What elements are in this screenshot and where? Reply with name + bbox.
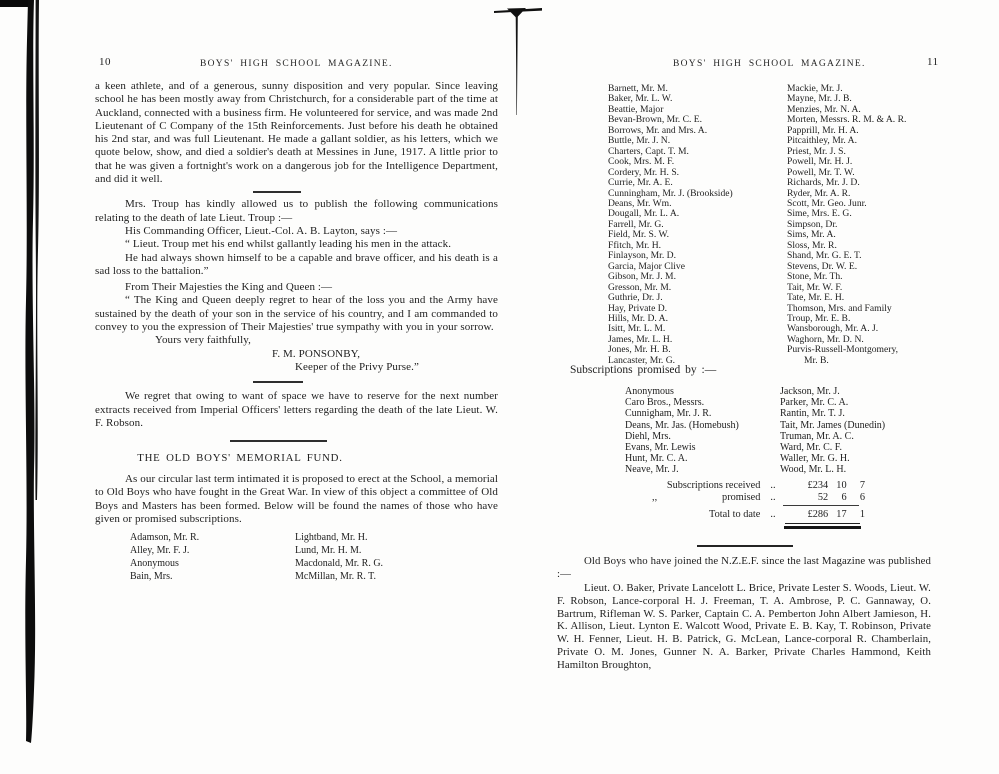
subscriber-name: Wansborough, Mr. A. J.: [787, 323, 879, 335]
scan-fold-mark: [492, 2, 544, 122]
total-rule-below-thick: [784, 526, 861, 529]
subscriptions-promised-heading: Subscriptions promised by :—: [570, 364, 717, 376]
subscriber-name: Ward, Mr. C. F.: [780, 442, 843, 454]
subscriber-name: Buttle, Mr. J. N.: [608, 135, 671, 147]
subscriber-name: Neave, Mr. J.: [625, 464, 679, 476]
total-shillings: 17: [836, 509, 847, 520]
promised-label: [555, 492, 760, 504]
subscriber-name: Caro Bros., Messrs.: [625, 397, 705, 409]
subscriber-name: Evans, Mr. Lewis: [625, 442, 696, 454]
names-column-right: [787, 84, 969, 366]
ditto-mark: ,,: [652, 492, 658, 503]
left-page-body: [95, 80, 498, 583]
subscriber-name: Alley, Mr. F. J.: [130, 545, 190, 557]
total-pounds: £286: [807, 509, 829, 520]
section-divider: [253, 191, 301, 193]
subscriber-name: Hills, Mr. D. A.: [608, 312, 668, 324]
subscriber-name: Rantin, Mr. T. J.: [780, 408, 845, 420]
subscriber-name: Waller, Mr. G. H.: [780, 453, 850, 465]
subscriber-name: Shand, Mr. G. E. T.: [787, 250, 862, 262]
subscriber-name: Richards, Mr. J. D.: [787, 177, 860, 189]
subscriber-name: Thomson, Mrs. and Family: [787, 302, 892, 314]
subscriber-name: Baker, Mr. L. W.: [608, 93, 673, 105]
leader-dots: ..: [770, 480, 776, 491]
received-shillings: 10: [836, 480, 847, 491]
subscriber-name: Field, Mr. S. W.: [608, 229, 670, 241]
subscriber-name: Cook, Mrs. M. F.: [608, 156, 675, 168]
subscriber-name: Waghorn, Mr. D. N.: [787, 333, 864, 345]
subscriber-name: Borrows, Mr. and Mrs. A.: [608, 124, 708, 136]
subscriber-name: Hay, Private D.: [608, 302, 668, 314]
subscriber-name: Isitt, Mr. L. M.: [608, 323, 666, 335]
subscriber-name: Sloss, Mr. R.: [787, 239, 837, 251]
subscriber-name: Beattie, Major: [608, 103, 664, 115]
section-divider: [230, 440, 327, 442]
promised-pence: 6: [859, 492, 865, 503]
subscriber-name: Ryder, Mr. A. R.: [787, 187, 851, 199]
subscriber-name: Barnett, Mr. M.: [608, 83, 668, 94]
subscriber-name: McMillan, Mr. R. T.: [295, 571, 377, 583]
subscriber-name: Anonymous: [130, 558, 179, 570]
subscriber-name: Macdonald, Mr. R. G.: [295, 558, 384, 570]
subscriber-name: Cunnigham, Mr. J. R.: [625, 408, 712, 420]
subscriber-name: Finlayson, Mr. D.: [608, 250, 676, 262]
subscriber-name: Papprill, Mr. H. A.: [787, 124, 859, 136]
subscriber-name: Charters, Capt. T. M.: [608, 145, 689, 157]
subscriber-name: Currie, Mr. A. E.: [608, 177, 673, 189]
majesties-message: “ The King and Queen deeply regret to hear of the loss you and the Army have sustained by the death of your son in the service of his country, and I am commanded to convey to you the expression of Their Majesties' true sympathy with you in your sorrow.: [95, 294, 498, 334]
subscriber-name: Lund, Mr. H. M.: [295, 545, 362, 557]
subscriber-name: Lancaster, Mr. G.: [608, 354, 676, 366]
obituary-paragraph: a keen athlete, and of a generous, sunny disposition and very popular. Since leaving school he has been mostly away from Christchurch, for a considerable part of the time at Auckland, connected with a business firm. He volunteered for service, and was made 2nd Lieutenant of C Company of the 15th Reinforcements. Just before his death he obtained his 2nd star, and was full Lieutenant. He made a gallant soldier, as his letters, which we quote below, show, and died a soldier's death at Messines in June, 1917. A little prior to that he was given a fortnight's work on a dangerous job for the Intelligence Department, and did it well.: [95, 80, 498, 186]
subscriber-name: Deans, Mr. Jas. (Homebush): [625, 419, 739, 431]
troup-intro-paragraph: Mrs. Troup has kindly allowed us to publish the following communications relating to the death of late Lieut. Troup :—: [95, 198, 498, 224]
total-rule-above: [783, 505, 859, 506]
subscriber-name: Guthrie, Dr. J.: [608, 292, 663, 304]
subscriber-name: Stone, Mr. Th.: [787, 271, 843, 283]
signoff-privy-purse: Keeper of the Privy Purse.”: [295, 360, 419, 373]
signoff-ponsonby: F. M. PONSONBY,: [272, 347, 361, 360]
subscriber-name: Powell, Mr. H. J.: [787, 156, 853, 168]
majesties-intro-line: From Their Majesties the King and Queen :—: [125, 281, 333, 294]
subscriber-name: Mayne, Mr. J. B.: [787, 93, 852, 105]
total-pence: 1: [859, 509, 865, 520]
leader-dots: ..: [770, 509, 776, 520]
troup-quote-officer: He had always shown himself to be a capable and brave officer, and his death is a sad loss to the battalion.”: [95, 251, 498, 277]
subscriber-name: Troup, Mr. E. B.: [787, 312, 851, 324]
subscriptions-promised-row: [555, 492, 865, 504]
subscriber-name: Sims, Mr. A.: [787, 229, 836, 241]
subscriber-name: Tait, Mr. James (Dunedin): [780, 419, 886, 431]
leader-dots: ..: [770, 492, 776, 503]
subscriber-name: Gibson, Mr. J. M.: [608, 271, 676, 283]
section-divider: [253, 381, 303, 383]
received-label: Subscriptions received: [666, 480, 761, 491]
memorial-fund-heading: THE OLD BOYS' MEMORIAL FUND.: [137, 452, 343, 465]
subscriber-name: Simpson, Dr.: [787, 218, 838, 230]
subscriber-name: Priest, Mr. J. S.: [787, 145, 846, 157]
memorial-subscribers-list: [130, 531, 498, 583]
subscriber-name: Menzies, Mr. N. A.: [787, 103, 861, 115]
subscriber-name: Bevan-Brown, Mr. C. E.: [608, 114, 703, 126]
subscriber-name: Farrell, Mr. G.: [608, 218, 664, 230]
subscriber-name: Ffitch, Mr. H.: [608, 239, 662, 251]
subscriptions-received-row: [555, 480, 865, 492]
subscriber-name: Purvis-Russell-Montgomery,: [787, 344, 899, 356]
subscriber-name: Wood, Mr. L. H.: [780, 464, 847, 476]
names-column-left: [608, 84, 787, 366]
nzef-names-paragraph: Lieut. O. Baker, Private Lancelott L. Brice, Private Lester S. Woods, Lieut. W. F. Robson, Lance-corporal H. J. Freeman, T. A. Ambrose, P. C. Gannaway, O. Bartrum, Rifleman W. S. Parker, Captain C. A. Pemberton John Albert Jamieson, H. K. Allison, Lieut. Lynton E. Walcott Wood, Private E. B. Kay, T. Robinson, Private W. H. Fenner, Lieut. H. B. Patrick, G. McLean, Lance-corporal R. Chamberlain, Private O. M. Jones, Gunner N. A. Barker, Private Charles Hammond, Keith Hamilton Broughton,: [557, 582, 931, 671]
promised-column-right: [780, 386, 970, 476]
received-pounds: £234: [807, 480, 829, 491]
regret-paragraph: We regret that owing to want of space we have to reserve for the next number extracts received from Imperial Officers' letters regarding the death of the late Lieut. W. F. Robson.: [95, 390, 498, 429]
nzef-intro-paragraph: Old Boys who have joined the N.Z.E.F. since the last Magazine was published :—: [557, 555, 931, 580]
subscriber-name: Anonymous: [625, 386, 674, 397]
total-label: Total to date: [709, 509, 761, 520]
subscriber-name: Diehl, Mrs.: [625, 430, 671, 442]
subscribers-column-right: [295, 531, 498, 583]
subscriber-name: Tate, Mr. E. H.: [787, 292, 845, 304]
subscriber-name: James, Mr. L. H.: [608, 333, 673, 345]
promised-pounds: 52: [817, 492, 829, 503]
subscriber-name: Dougall, Mr. L. A.: [608, 208, 680, 220]
nzef-names-block: [557, 582, 931, 672]
subscriber-name: Hunt, Mr. C. A.: [625, 453, 688, 465]
subscriber-name: Jackson, Mr. J.: [780, 386, 840, 397]
subscriber-name: Powell, Mr. T. W.: [787, 166, 855, 178]
subscriber-name: Truman, Mr. A. C.: [780, 430, 854, 442]
subscriber-name: Parker, Mr. C. A.: [780, 397, 849, 409]
subscriber-name: Deans, Mr. Wm.: [608, 197, 672, 209]
promised-shillings: 6: [841, 492, 847, 503]
promised-column-left: [625, 386, 780, 476]
subscriber-name: Cunningham, Mr. J. (Brookside): [608, 187, 733, 199]
signoff-yours: Yours very faithfully,: [155, 334, 252, 347]
left-page-number: 10: [99, 56, 111, 68]
troup-quote-attack: “ Lieut. Troup met his end whilst gallantly leading his men in the attack.: [125, 238, 452, 251]
subscriber-name: Mr. B.: [804, 354, 829, 366]
subscriber-name: Cordery, Mr. H. S.: [608, 166, 680, 178]
subscriber-name: Scott, Mr. Geo. Junr.: [787, 197, 867, 209]
memorial-names-list: [608, 84, 969, 366]
subscriber-name: Mackie, Mr. J.: [787, 83, 843, 94]
section-divider: [697, 545, 793, 547]
subscriber-name: Pitcaithley, Mr. A.: [787, 135, 857, 147]
right-running-header: BOYS' HIGH SCHOOL MAGAZINE.: [673, 59, 866, 69]
nzef-intro-block: [557, 555, 931, 581]
subscriber-name: Jones, Mr. H. B.: [608, 344, 671, 356]
subscriber-name: Bain, Mrs.: [130, 571, 173, 583]
commanding-officer-line: His Commanding Officer, Lieut.-Col. A. B. Layton, says :—: [125, 224, 398, 237]
right-page-number: 11: [927, 56, 939, 68]
total-rule-below: [785, 523, 860, 524]
subscribers-column-left: [130, 531, 295, 583]
subscriber-name: Gresson, Mr. M.: [608, 281, 672, 293]
total-to-date-row: [555, 509, 865, 521]
subscriber-name: Garcia, Major Clive: [608, 260, 685, 272]
subscriber-name: Lightband, Mr. H.: [295, 532, 368, 544]
subscriptions-promised-list: [625, 386, 970, 476]
subscriber-name: Adamson, Mr. R.: [130, 532, 200, 544]
subscriber-name: Sime, Mrs. E. G.: [787, 208, 852, 220]
subscriber-name: Stevens, Dr. W. E.: [787, 260, 858, 272]
subscriber-name: Morten, Messrs. R. M. & A. R.: [787, 114, 907, 126]
promised-label-text: promised: [722, 492, 761, 503]
memorial-paragraph: As our circular last term intimated it is proposed to erect at the School, a memorial to Old Boys who have fought in the Great War. In view of this object a committee of Old Boys and Masters has been formed. Below will be found the names of those who have given or promised subscriptions.: [95, 473, 498, 526]
left-running-header: BOYS' HIGH SCHOOL MAGAZINE.: [200, 59, 393, 69]
scan-binding-mark: [0, 0, 60, 774]
received-pence: 7: [859, 480, 865, 491]
subscriber-name: Tait, Mr. W. F.: [787, 281, 843, 293]
